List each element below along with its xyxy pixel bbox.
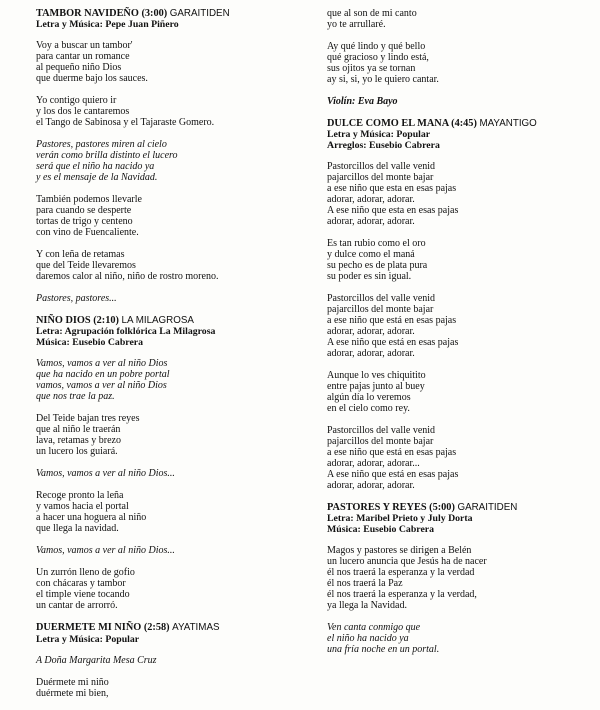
lyric-line: será que el niño ha nacido ya <box>36 161 155 173</box>
lyric-line: Magos y pastores se dirigen a Belén <box>327 545 472 557</box>
lyric-line: adorar, adorar, adorar. <box>327 480 415 492</box>
song-title: DULCE COMO EL MANA (4:45) <box>327 118 477 129</box>
lyric-line: a hacer una hoguera al niño <box>36 512 147 524</box>
lyric-line: Pastores, pastores miren al cielo <box>36 139 167 151</box>
lyric-line: adorar, adorar, adorar. <box>327 348 415 360</box>
lyric-line: Un zurrón lleno de gofio <box>36 567 135 579</box>
lyric-line: Pastorcillos del valle venid <box>327 425 436 437</box>
lyric-line: A ese niño que esta en esas pajas <box>327 205 459 217</box>
song-credit: Música: Eusebio Cabrera <box>327 524 435 536</box>
song-credit: Letra y Música: Popular <box>327 129 431 141</box>
song-title: NIÑO DIOS (2:10) <box>36 315 119 327</box>
lyric-line: con chácaras y tambor <box>36 578 126 590</box>
lyric-line: pajarcillos del monte bajar <box>327 172 434 184</box>
lyric-line: verán como brilla distinto el lucero <box>36 150 178 162</box>
lyric-line: el Tango de Sabinosa y el Tajaraste Gomero. <box>36 117 215 129</box>
lyric-line: a ese niño que está en esas pajas <box>327 447 457 459</box>
lyric-line: adorar, adorar, adorar... <box>327 458 420 470</box>
lyric-line: adorar, adorar, adorar. <box>327 326 415 338</box>
lyric-line: lava, retamas y brezo <box>36 435 121 447</box>
song-title: TAMBOR NAVIDEÑO (3:00) <box>36 8 168 19</box>
lyric-line: Ven canta conmigo que <box>327 622 421 634</box>
lyric-line: a ese niño que esta en esas pajas <box>327 183 457 195</box>
lyric-line: Del Teide bajan tres reyes <box>36 413 140 425</box>
dedication <box>36 655 310 666</box>
stanza <box>36 490 310 534</box>
lyric-line: Ay qué lindo y qué bello <box>327 41 426 52</box>
song-pastores-y-reyes <box>327 502 593 655</box>
lyric-line: a ese niño que está en esas pajas <box>327 315 457 327</box>
stanza <box>36 413 310 457</box>
lyric-line: Voy a buscar un tambor' <box>36 40 133 52</box>
song-credit: Letra: Maribel Prieto y July Dorta <box>327 513 473 525</box>
chorus-stanza <box>36 293 310 304</box>
stanza <box>36 194 310 238</box>
lyric-line: Pastorcillos del valle venid <box>327 293 436 305</box>
lyric-line: un lucero anuncia que Jesús ha de nacer <box>327 556 487 568</box>
lyric-line: que del Teide llevaremos <box>36 260 136 272</box>
lyric-line: Pastores, pastores... <box>36 293 117 305</box>
song-credit: Arreglos: Eusebio Cabrera <box>327 140 440 152</box>
stanza <box>36 249 310 282</box>
stanza <box>327 370 593 414</box>
song-title-row <box>327 118 593 129</box>
lyric-line: adorar, adorar, adorar. <box>327 194 415 206</box>
lyric-line: que duerme bajo los sauces. <box>36 73 148 85</box>
dedication-line: A Doña Margarita Mesa Cruz <box>36 654 157 666</box>
lyric-line: Recoge pronto la leña <box>36 490 124 502</box>
lyric-line: tortas de trigo y centeno <box>36 216 133 228</box>
stanza <box>36 567 310 611</box>
lyric-line: que nos trae la paz. <box>36 391 115 403</box>
lyric-line: y los dos le cantaremos <box>36 106 130 118</box>
song-credit: Música: Eusebio Cabrera <box>36 337 144 349</box>
lyric-line: sus ojitos ya se tornan <box>327 63 416 74</box>
lyric-line: que al niño le traerán <box>36 424 121 436</box>
chorus-stanza <box>327 622 593 655</box>
lyric-line: ay si, si, yo le quiero cantar. <box>327 74 439 85</box>
lyric-line: También podemos llevarle <box>36 194 142 206</box>
lyric-line: él nos traerá la esperanza y la verdad, <box>327 589 477 601</box>
lyric-line: con vino de Fuencaliente. <box>36 227 139 239</box>
chorus-stanza <box>36 358 310 402</box>
stanza <box>327 41 593 85</box>
lyric-line: Es tan rubio como el oro <box>327 238 426 250</box>
lyric-line: yo te arrullaré. <box>327 19 386 30</box>
lyric-line: Vamos, vamos a ver al niño Dios <box>36 358 168 370</box>
stanza <box>36 40 310 84</box>
lyric-line: A ese niño que está en esas pajas <box>327 337 459 349</box>
lyric-line: y vamos hacia el portal <box>36 501 129 513</box>
lyric-line: un cantar de arrorró. <box>36 600 118 612</box>
lyric-line: ya llega la Navidad. <box>327 600 407 612</box>
stanza <box>327 8 593 30</box>
lyric-line: el niño ha nacido ya <box>327 633 409 645</box>
lyric-line: adorar, adorar, adorar. <box>327 216 415 228</box>
lyric-line: que llega la navidad. <box>36 523 119 535</box>
lyric-line: para cantar un romance <box>36 51 130 63</box>
lyric-line: Pastorcillos del valle venid <box>327 161 436 173</box>
lyric-line: Vamos, vamos a ver al niño Dios... <box>36 468 175 480</box>
song-nino-dios <box>36 315 310 611</box>
lyric-line: pajarcillos del monte bajar <box>327 304 434 316</box>
song-title-row <box>36 315 310 326</box>
violin-note: Violín: Eva Bayo <box>327 96 398 107</box>
lyric-line: al pequeño niño Dios <box>36 62 122 74</box>
chorus-stanza <box>36 545 310 556</box>
chorus-stanza <box>36 468 310 479</box>
lyric-line: para cuando se desperte <box>36 205 132 217</box>
lyric-line: Duérmete mi niño <box>36 676 109 688</box>
stanza <box>327 161 593 227</box>
lyric-line: duérmete mi bien, <box>36 687 109 699</box>
song-dulce-como-el-mana <box>327 118 593 491</box>
lyric-line: una fría noche en un portal. <box>327 644 440 656</box>
song-label: AYATIMAS <box>172 622 220 634</box>
stanza <box>327 293 593 359</box>
lyric-line: vamos, vamos a ver al niño Dios <box>36 380 167 392</box>
right-column <box>327 8 593 666</box>
stanza <box>327 425 593 491</box>
song-label: MAYANTIGO <box>479 118 537 129</box>
song-label: GARAITIDEN <box>169 8 230 19</box>
chorus-stanza <box>36 139 310 183</box>
left-column <box>36 8 310 710</box>
song-credit: Letra y Música: Pepe Juan Piñero <box>36 19 179 31</box>
lyric-line: entre pajas junto al buey <box>327 381 425 393</box>
lyric-line: que al son de mi canto <box>327 8 417 19</box>
lyric-line: algún día lo veremos <box>327 392 411 404</box>
lyric-line: su poder es sin igual. <box>327 271 412 283</box>
lyric-line: él nos traerá la Paz <box>327 578 403 590</box>
lyric-line: Vamos, vamos a ver al niño Dios... <box>36 545 175 557</box>
song-credit: Letra y Música: Popular <box>36 633 140 645</box>
lyric-line: él nos traerá la esperanza y la verdad <box>327 567 475 579</box>
lyric-line: y dulce como el maná <box>327 249 415 261</box>
song-label: LA MILAGROSA <box>121 315 194 327</box>
lyric-line: Yo contigo quiero ir <box>36 95 117 107</box>
lyric-line: Aunque lo ves chiquitito <box>327 370 426 382</box>
violin-credit <box>327 96 593 107</box>
song-title: DUERMETE MI NIÑO (2:58) <box>36 622 170 634</box>
song-title-row <box>36 8 310 19</box>
lyric-line: en el cielo como rey. <box>327 403 410 415</box>
stanza <box>327 238 593 282</box>
lyric-line: el timple viene tocando <box>36 589 130 601</box>
song-label: GARAITIDEN <box>457 502 518 514</box>
lyric-line: daremos calor al niño, niño de rostro moreno. <box>36 271 219 283</box>
lyric-line: que ha nacido en un pobre portal <box>36 369 170 381</box>
song-duermete-mi-nino <box>36 622 310 698</box>
song-title-row <box>327 502 593 513</box>
song-title: PASTORES Y REYES (5:00) <box>327 502 455 514</box>
stanza <box>327 545 593 611</box>
stanza <box>36 677 310 699</box>
lyric-line: un lucero los guiará. <box>36 446 118 458</box>
lyric-line: qué gracioso y lindo está, <box>327 52 429 63</box>
song-tambor-navideno <box>36 8 310 304</box>
lyric-line: pajarcillos del monte bajar <box>327 436 434 448</box>
lyric-line: y es el mensaje de la Navidad. <box>36 172 158 184</box>
song-credit: Letra: Agrupación folklórica La Milagrosa <box>36 326 216 338</box>
lyric-line: su pecho es de plata pura <box>327 260 428 272</box>
lyric-line: A ese niño que está en esas pajas <box>327 469 459 481</box>
stanza <box>36 95 310 128</box>
lyric-line: Y con leña de retamas <box>36 249 125 261</box>
song-title-row <box>36 622 310 633</box>
